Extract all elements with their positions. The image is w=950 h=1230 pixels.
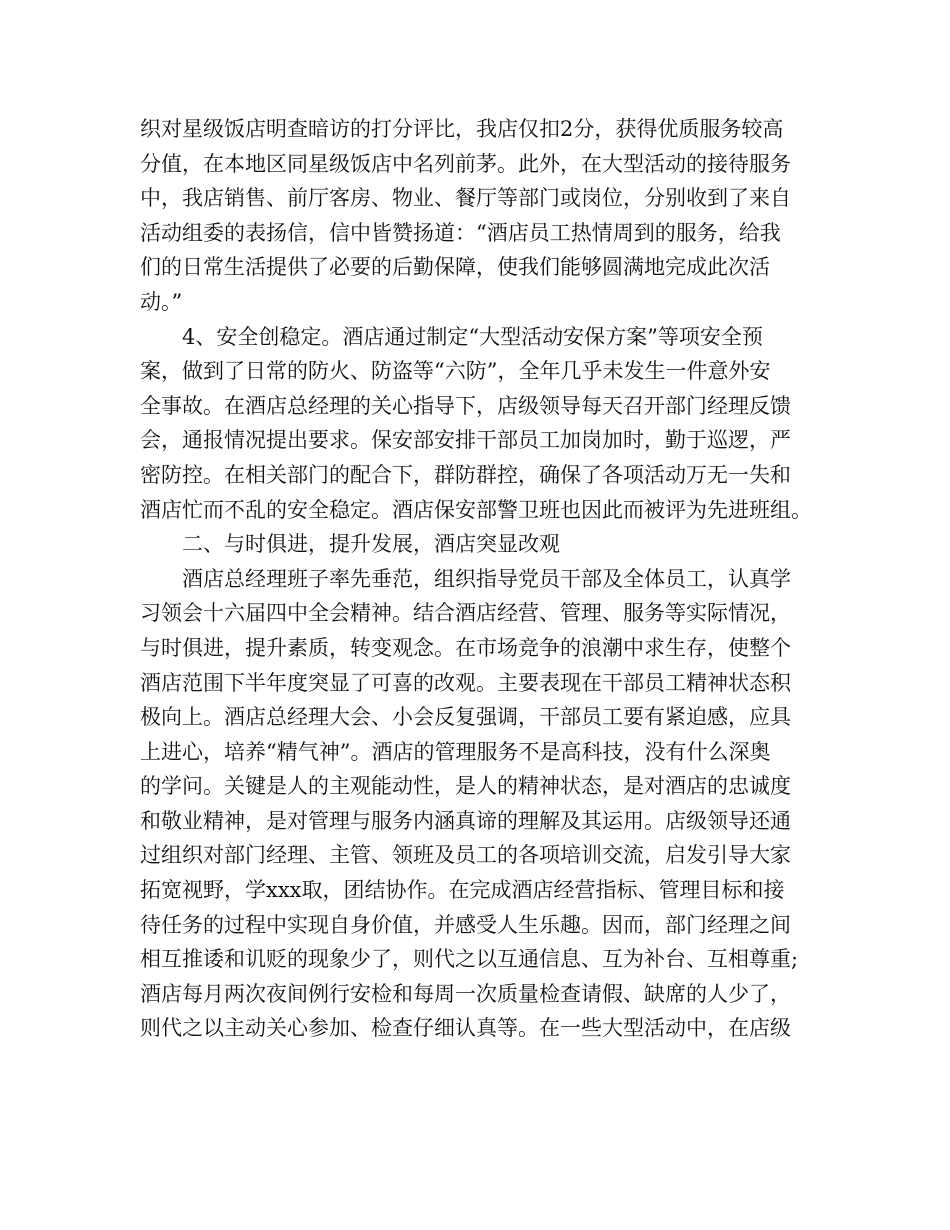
text-line: 酒店范围下半年度突显了可喜的改观。主要表现在干部员工精神状态积 <box>140 670 791 695</box>
text-line: 上进心，培养“精气神”。酒店的管理服务不是高科技，没有什么深奥 <box>140 739 771 764</box>
text-line: 们的日常生活提供了必要的后勤保障，使我们能够圆满地完成此次活 <box>140 255 770 280</box>
text-line: 动。” <box>140 289 183 314</box>
text-line: 中，我店销售、前厅客房、物业、餐厅等部门或岗位，分别收到了来自 <box>140 186 791 211</box>
text-line: 极向上。酒店总经理大会、小会反复强调，干部员工要有紧迫感，应具 <box>140 705 791 730</box>
document-body <box>140 112 820 1046</box>
text-line: 过组织对部门经理、主管、领班及员工的各项培训交流，启发引导大家 <box>140 843 791 868</box>
text-line: 酒店忙而不乱的安全稳定。酒店保安部警卫班也因此而被评为先进班组。 <box>140 497 812 522</box>
text-line: 则代之以主动关心参加、检查仔细认真等。在一些大型活动中，在店级 <box>140 1016 791 1041</box>
text-line: 习领会十六届四中全会精神。结合酒店经营、管理、服务等实际情况， <box>140 601 791 626</box>
text-line: 拓宽视野，学xxx取，团结协作。在完成酒店经营指标、管理目标和接 <box>140 878 785 903</box>
text-line: 织对星级饭店明查暗访的打分评比，我店仅扣2分，获得优质服务较高 <box>140 117 784 141</box>
text-line: 会，通报情况提出要求。保安部安排干部员工加岗加时，勤于巡逻，严 <box>140 428 791 453</box>
text-line: 的学问。关键是人的主观能动性，是人的精神状态，是对酒店的忠诚度 <box>140 774 791 799</box>
paragraph-first-line: 酒店总经理班子率先垂范，组织指导党员干部及全体员工，认真学 <box>182 566 791 591</box>
text-line: 和敬业精神，是对管理与服务内涵真谛的理解及其运用。店级领导还通 <box>140 808 791 833</box>
paragraph-first-line: 4、安全创稳定。酒店通过制定“大型活动安保方案”等项安全预 <box>182 324 763 349</box>
text-line: 案，做到了日常的防火、防盗等“六防”，全年几乎未发生一件意外安 <box>140 359 771 384</box>
text-line: 待任务的过程中实现自身价值，并感受人生乐趣。因而，部门经理之间 <box>140 912 791 937</box>
text-line: 活动组委的表扬信，信中皆赞扬道：“酒店员工热情周到的服务，给我 <box>140 220 781 245</box>
text-line: 全事故。在酒店总经理的关心指导下，店级领导每天召开部门经理反馈 <box>140 393 791 418</box>
text-line: 分值，在本地区同星级饭店中名列前茅。此外，在大型活动的接待服务 <box>140 151 791 176</box>
text-line: 相互推诿和讥贬的现象少了，则代之以互通信息、互为补台、互相尊重; <box>140 947 799 972</box>
text-line: 与时俱进，提升素质，转变观念。在市场竞争的浪潮中求生存，使整个 <box>140 635 791 660</box>
text-line: 密防控。在相关部门的配合下，群防群控，确保了各项活动万无一失和 <box>140 462 791 487</box>
text-line: 酒店每月两次夜间例行安检和每周一次质量检查请假、缺席的人少了， <box>140 981 791 1006</box>
section-heading: 二、与时俱进，提升发展，酒店突显改观 <box>182 532 560 557</box>
